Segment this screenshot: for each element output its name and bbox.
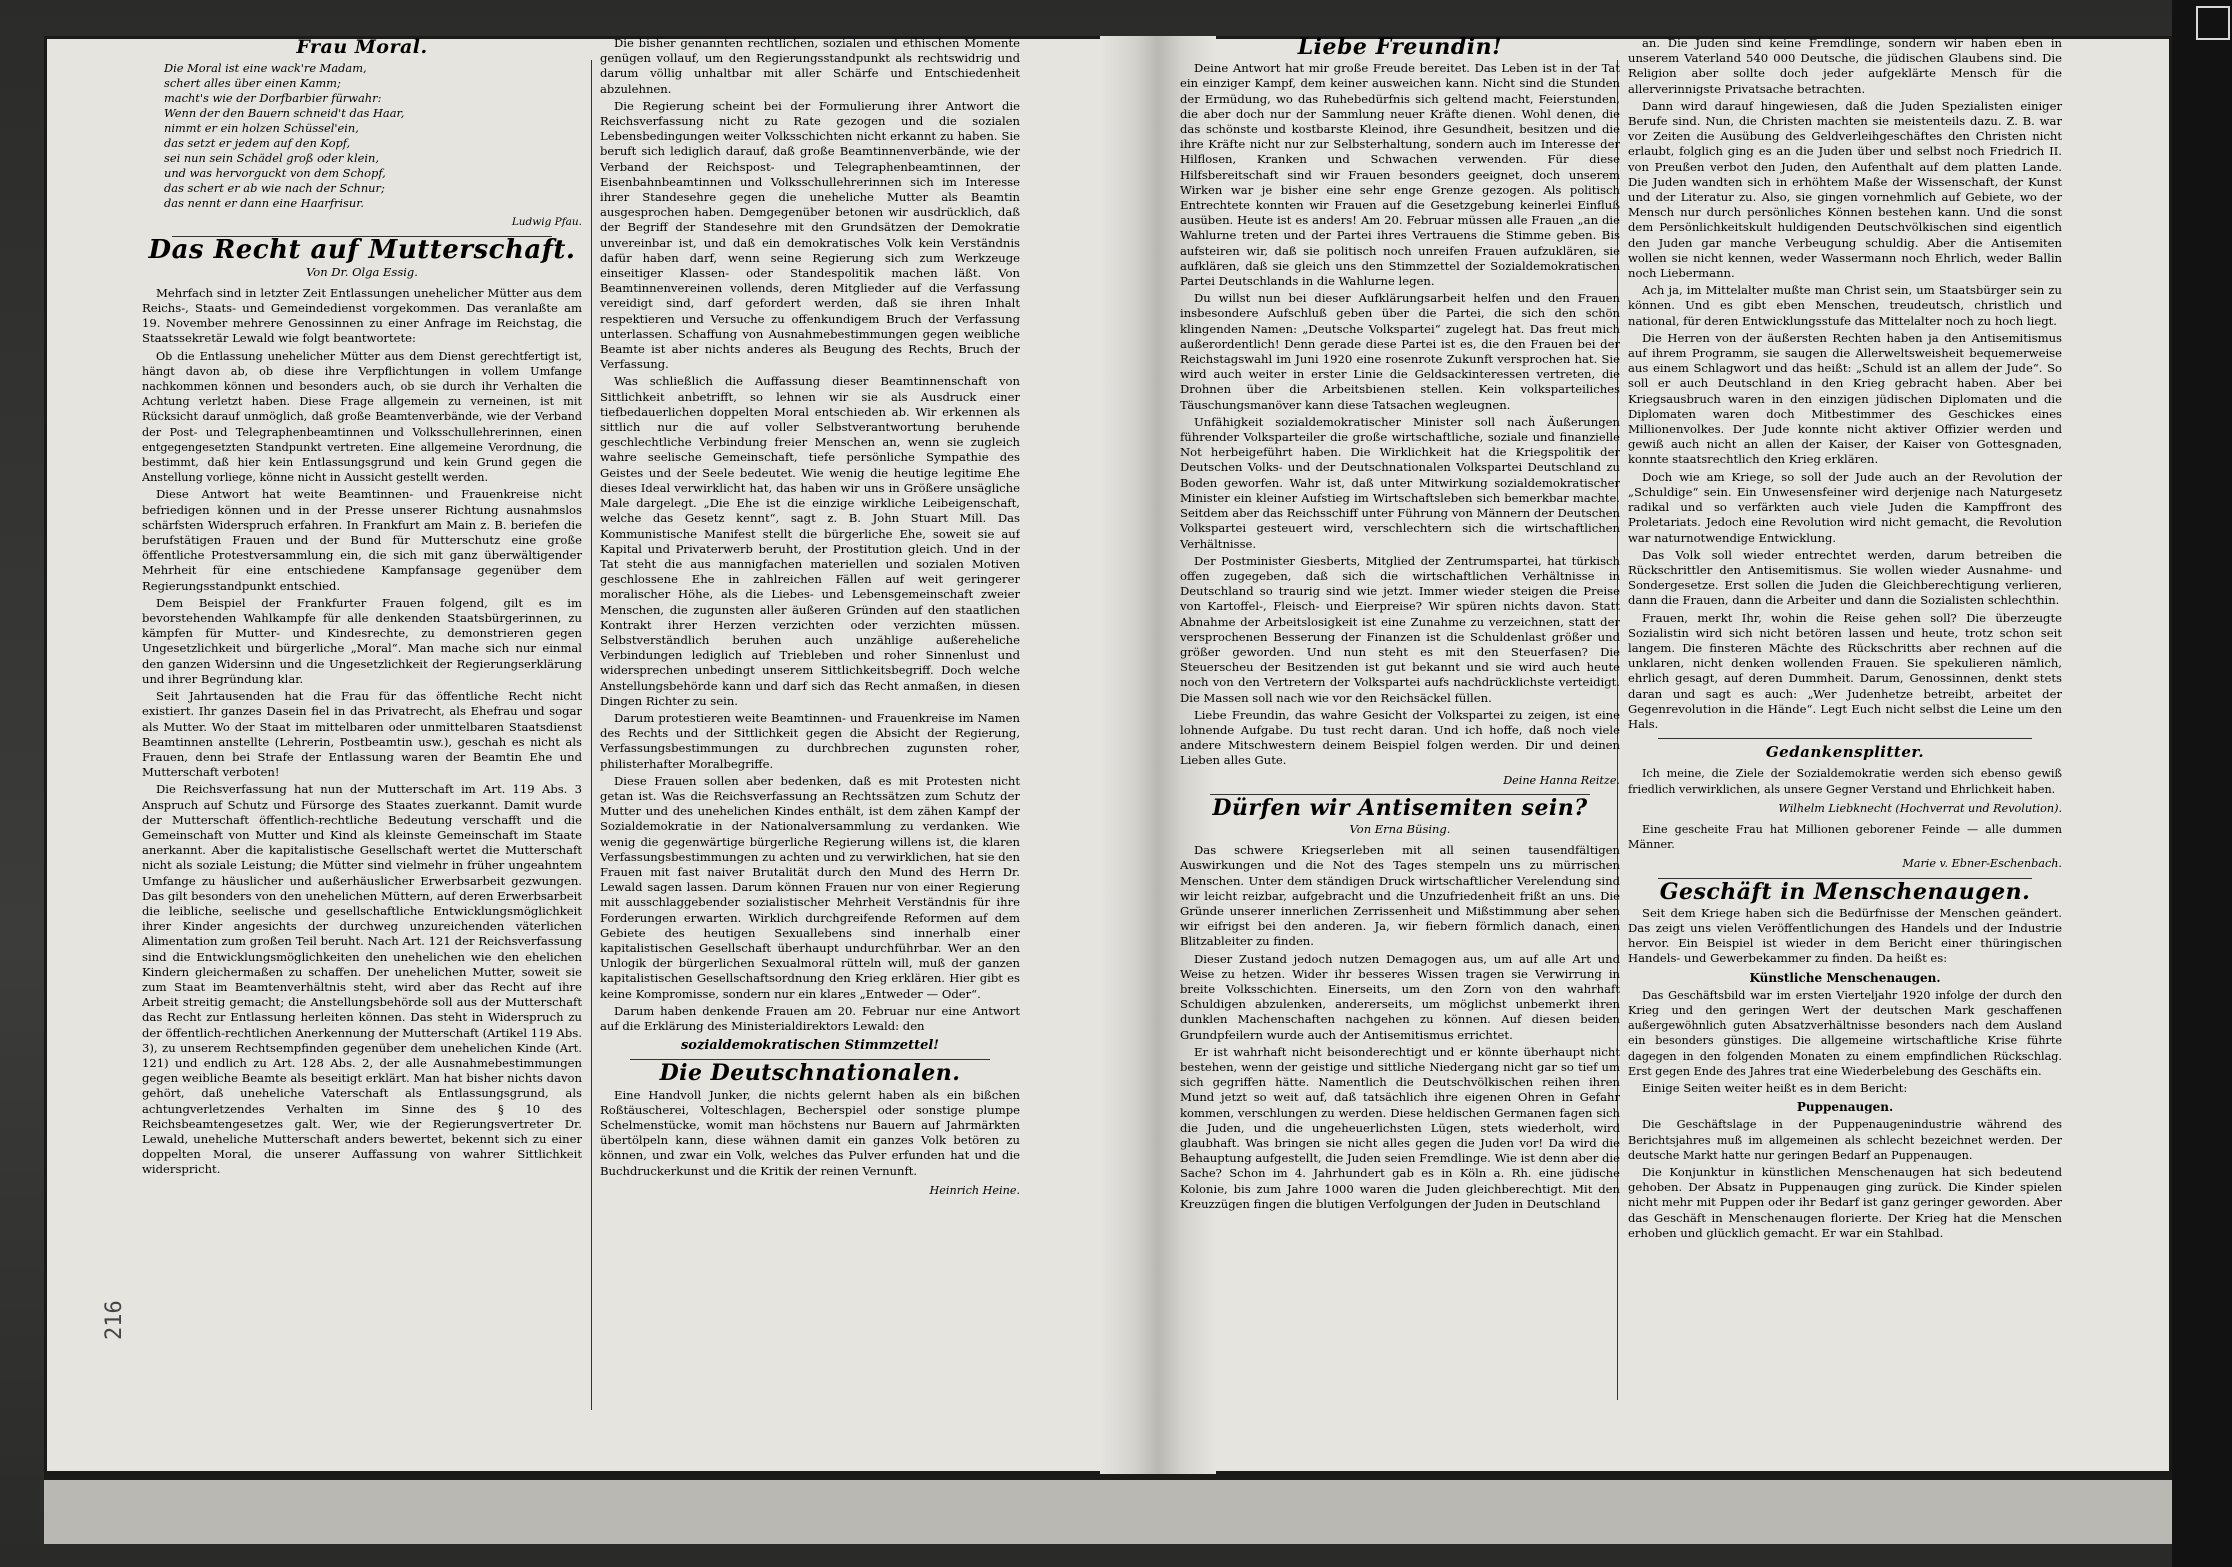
paragraph: Er ist wahrhaft nicht beisonderechtigt und er könnte überhaupt nicht bestehen, wenn der geistige und sittliche Niedergang nicht gar so tief um sich gegriffen hätte. Namentlich die Deutschvölkischen reihen ihren Mund jetzt so weit auf, daß tatsächlich ihre eigenen Ohren in Gefahr kommen, verschlungen zu werden. Diese heldischen Germanen fagen sich die Juden, und die ungeheuerlichsten Lügen, stets wiederholt, wird glaubhaft. Was bringen sie nicht alles gegen die Juden vor! Da wird die Behauptung aufgestellt, die Juden seien Fremdlinge. Wie ist denn aber die Sache? Schon im 4. Jahrhundert gab es in Köln a. Rh. eine jüdische Kolonie, bis zum Jahre 1000 waren die Juden gleichberechtigt. Mit den Kreuzzügen fingen die blutigen Verfolgungen der Juden in Deutschland xyxy=(1180,1044,1620,1211)
poem-line: das nennt er dann eine Haarfrisur. xyxy=(164,196,365,211)
section-title: Dürfen wir Antisemiten sein? xyxy=(1212,794,1588,821)
bottom-strip xyxy=(44,1474,2172,1544)
byline: Von Erna Büsing. xyxy=(1349,821,1451,836)
quote: Eine gescheite Frau hat Millionen geborener Feinde — alle dummen Männer. xyxy=(1628,822,2062,852)
paragraph: Seit dem Kriege haben sich die Bedürfnisse der Menschen geändert. Das zeigt uns vielen Veröffentlichungen des Handels und der Industrie hervor. Ein Beispiel ist wieder in dem Bericht einer thüringischen Handels- und Gewerbekammer zu finden. Da heißt es: xyxy=(1628,905,2062,966)
column-3 xyxy=(1180,36,1620,1436)
poem-line: Wenn der den Bauern schneid't das Haar, xyxy=(164,106,405,121)
quote-author: Marie v. Ebner-Eschenbach. xyxy=(1902,857,2062,871)
paragraph: Darum protestieren weite Beamtinnen- und Frauenkreise im Namen des Rechts und der Sittlichkeit gegen die Absicht der Regierung, Verfassungsbestimmungen zu durchbrechen zugunsten roher, philisterhafter Moralbegriffe. xyxy=(600,710,1020,771)
paragraph: Mehrfach sind in letzter Zeit Entlassungen unehelicher Mütter aus dem Reichs-, Staats- und Gemeindedienst vorgekommen. Das veranlaßte am 19. November mehrere Genossinnen zu einer Anfrage im Reichstag, die Staatssekretär Lewald wie folgt beantwortete: xyxy=(142,285,582,346)
paragraph: Diese Antwort hat weite Beamtinnen- und Frauenkreise nicht befriedigen können und in der Presse unserer Richtung ausnahmslos schärfsten Widerspruch erfahren. In Frankfurt am Main z. B. beriefen die berufstätigen Frauen und der Bund für Mutterschutz eine große öffentliche Protestversammlung ein, die sich mit ganz überwältigender Mehrheit für eine entschiedene Kampfansage gegenüber dem Regierungsstandpunkt entschied. xyxy=(142,487,582,593)
paragraph: Die Konjunktur in künstlichen Menschenaugen hat sich bedeutend gehoben. Der Absatz in Puppenaugen ging zurück. Die Kinder spielen nicht mehr mit Puppen oder ihr Bedarf ist ganz geringer geworden. Aber das Geschäft in Menschenaugen florierte. Der Krieg hat die Menschen erhoben und glücklich gemacht. Er war ein Stahlbad. xyxy=(1628,1165,2062,1240)
letter-signature: Deine Hanna Reitze. xyxy=(1503,773,1620,787)
poem-author: Ludwig Pfau. xyxy=(511,216,582,229)
section-title: Geschäft in Menschenaugen. xyxy=(1659,878,2031,905)
paragraph: Dieser Zustand jedoch nutzen Demagogen aus, um auf alle Art und Weise zu hetzen. Wider ihr besseres Wissen tragen sie Verwirrung in breite Volksschichten. Einerseits, um den Zorn von den wahrhaft Schuldigen abzulenken, andererseits, um möglichst unbemerkt ihren dunklen Machenschaften nachgehen zu können. Auf diesen beiden Grundpfeilern wurde auch der Antisemitismus errichtet. xyxy=(1180,951,1620,1042)
paragraph: Was schließlich die Auffassung dieser Beamtinnenschaft von Sittlichkeit anbetrifft, so lehnen wir sie als Ausdruck einer tiefbedauerlichen doppelten Moral entschieden ab. Wir erkennen als sittlich nur die auf voller Selbstverantwortung beruhende geschlechtliche Verbindung freier Menschen an, wenn sie zugleich wahre seelische Gemeinschaft, tiefe persönliche Sympathie des Geistes und der Seele bedeutet. Wie wenig die heutige legitime Ehe dieses Ideal verwirklicht hat, das haben wir uns in Größere unsägliche Male dargelegt. „Die Ehe ist die einzige wirkliche Leibeigenschaft, welche das Gesetz kennt“, sagt z. B. John Stuart Mill. Das Kommunistische Manifest stellt die bürgerliche Ehe, soweit sie auf Kapital und Privaterwerb beruht, der Prostitution gleich. Und in der Tat steht die aus mannigfachen materiellen und sozialen Motiven geschlossene Ehe in zahlreichen Fällen auf weit geringerer moralischer Höhe, als die Liebes- und Lebensgemeinschaft zweier Menschen, die zugunsten aller äußeren Gründen auf den staatlichen Kontrakt ihrer Herzen verzichten oder verzichten müssen. Selbstverständlich beruhen auch unzählige außereheliche Verbindungen lediglich auf Triebleben und roher Sinnenlust und widersprechen unbedingt unserem Sittlichkeitsbegriff. Doch welche Anstellungsbehörde kann und darf sich das Recht anmaßen, in diesen Dingen Richter zu sein. xyxy=(600,374,1020,708)
section-title: Die Deutschnationalen. xyxy=(659,1060,961,1087)
quote: Ich meine, die Ziele der Sozialdemokratie werden sich ebenso gewiß friedlich verwirklichen, als unsere Gegner Verstand und Ehrlichkeit haben. xyxy=(1628,767,2062,796)
column-rule xyxy=(591,60,592,1410)
poem-line: sei nun sein Schädel groß oder klein, xyxy=(164,151,379,166)
paragraph: Seit Jahrtausenden hat die Frau für das öffentliche Recht nicht existiert. Ihr ganzes Dasein fiel in das Privatrecht, als Ehefrau und sogar als Mutter. Wo der Staat im mittelbaren oder unmittelbaren Staatsdienst Beamtinnen anstellte (Lehrerin, Postbeamtin usw.), geschah es nicht als Frauen, denn bei Strafe der Entlassung waren der Beamtin Ehe und Mutterschaft verboten! xyxy=(142,689,582,780)
paragraph: Die Herren von der äußersten Rechten haben ja den Antisemitismus auf ihrem Programm, sie saugen die Allerweltsweisheit bequemerweise aus einem Schlagwort und das heißt: „Schuld ist an allem der Jude“. So soll er auch Deutschland in den Krieg gebracht haben. Aber bei Kriegsausbruch waren in den einzigen jüdischen Diplomaten und die Diplomaten waren doch Mitbestimmer des Geschickes eines Millionenvolkes. Der Jude konnte nicht aktiver Offizier werden und gewiß auch nicht an allen der Kaiser, der Kaiser von Gottesgnaden, konnte staatsrechtlich den Krieg erklären. xyxy=(1628,330,2062,467)
paragraph: Einige Seiten weiter heißt es in dem Bericht: xyxy=(1642,1081,1908,1095)
paragraph: Dem Beispiel der Frankfurter Frauen folgend, gilt es im bevorstehenden Wahlkampfe für alle denkenden Staatsbürgerinnen, zu kämpfen für Mutter- und Kindesrechte, zu demonstrieren gegen Ungesetzlichkeit und bürgerliche „Moral“. Man mache sich nur einmal den ganzen Widersinn und die Ungesetzlichkeit der Regierungserklärung und ihrer Begründung klar. xyxy=(142,595,582,686)
paragraph: Dann wird darauf hingewiesen, daß die Juden Spezialisten einiger Berufe sind. Nun, die Christen machten sie meistenteils dazu. Z. B. war vor Zeiten die Ausübung des Geldverleihgeschäftes den Christen nicht erlaubt, folglich ging es an die Juden über und selbst noch Friedrich II. von Preußen verbot den Juden, den Aufenthalt auf dem platten Lande. Die Juden wandten sich in erhöhtem Maße der Wissenschaft, der Kunst und der Literatur zu. Also, sie gingen vornehmlich auf Gebiete, wo der Mensch nur durch persönliches Können bestehen kann. Und die sonst dem Persönlichkeitskult huldigenden Deutschvölkischen sind eigentlich den Juden gar manche Verbeugung schuldig. Aber die Antisemiten wollen sie nicht kennen, weder Wassermann noch Ehrlich, weder Ballin noch Liebermann. xyxy=(1628,98,2062,281)
frame-corner-mark xyxy=(2196,6,2230,40)
paragraph: Ach ja, im Mittelalter mußte man Christ sein, um Staatsbürger sein zu können. Und es gibt eben Menschen, treudeutsch, christlich und national, für deren Entwicklungsstufe das Mittelalter noch zu hoch liegt. xyxy=(1628,283,2062,328)
paragraph: Die Geschäftslage in der Puppenaugenindustrie während des Berichtsjahres muß im allgemeinen als schlecht bezeichnet werden. Der deutsche Markt hatte nur geringen Bedarf an Puppenaugen. xyxy=(1628,1118,2062,1162)
paragraph: Der Postminister Giesberts, Mitglied der Zentrumspartei, hat türkisch offen zugegeben, daß sich die wirtschaftlichen Verhältnisse in Deutschland so traurig sind wie jetzt. Immer wieder steigen die Preise von Kartoffel-, Fleisch- und Eierpreise? Wir spüren nichts davon. Statt Abnahme der Arbeitslosigkeit ist eine Zunahme zu verzeichnen, statt der versprochenen Besserung der Finanzen ist die Schuldenlast größer und größer geworden. Und nun steht es mit den Steuerfasen? Die Steuerscheu der Besitzenden ist gut bekannt und sie wird auch heute noch von den Vertretern der Volkspartei aufs nachdrücklichste verteidigt. Die Massen soll nach wie vor den Reichsäckel füllen. xyxy=(1180,553,1620,705)
poem-line: und was hervorguckt von dem Schopf, xyxy=(164,166,386,181)
paragraph: Frauen, merkt Ihr, wohin die Reise gehen soll? Die überzeugte Sozialistin wird sich nicht betören lassen und heute, trotz schon seit langem. Die finsteren Mächte des Rückschritts aber rechnen auf die unklaren, nicht denken wollenden Frauen. Sie spekulieren nämlich, ehrlich gesagt, auf deren Dummheit. Darum, Genossinnen, denkt stets daran und sagt es auch: „Wer Judenhetze betreibt, arbeitet der Gegenrevolution in die Hände“. Legt Euch nicht selbst die Leine um den Hals. xyxy=(1628,610,2062,731)
column-2 xyxy=(600,36,1020,1436)
poem xyxy=(164,61,582,211)
paragraph: Eine Handvoll Junker, die nichts gelernt haben als ein bißchen Roßtäuscherei, Volteschlagen, Becherspiel oder sonstige plumpe Schelmenstücke, womit man höchstens nur Bauern auf Jahrmärkten übertölpeln kann, diese wähnen damit ein ganzes Volk betören zu können, und zwar ein Volk, welches das Pulver erfunden hat und die Buchdruckerkunst und die Kritik der reinen Vernunft. xyxy=(600,1087,1020,1178)
subheading: Künstliche Menschenaugen. xyxy=(1749,970,1941,985)
paragraph: Die Regierung scheint bei der Formulierung ihrer Antwort die Reichsverfassung nicht zu Rate gezogen und die sozialen Lebensbedingungen weiter Volksschichten nicht erkannt zu haben. Sie beruft sich lediglich darauf, daß große Beamtinnenverbände, wie der Verband der Reichspost- und Telegraphenbeamtinnen, der Eisenbahnbeamtinnen und Volksschullehrerinnen sich im Interesse ihrer Standesehre gegen die uneheliche Mutter als Beamtin ausgesprochen haben. Demgegenüber betonen wir ausdrücklich, daß der Begriff der Standesehre mit den Grundsätzen der Demokratie unvereinbar ist, und daß ein demokratisches Volk kein Verständnis dafür haben darf, wenn seine Regierung sich zum Werkzeuge einseitiger Klassen- oder Standespolitik machen läßt. Von Beamtinnenvereinen vollends, deren Mitglieder auf die Verfassung vereidigt sind, darf gefordert werden, daß sie ihren Inhalt respektieren und Versuche zu offenkundigem Bruch der Verfassung unterlassen. Schaffung von Ausnahmebestimmungen gegen weibliche Beamte ist aber nichts anderes als Beugung des Rechts, Bruch der Verfassung. xyxy=(600,98,1020,372)
paragraph: Das Geschäftsbild war im ersten Vierteljahr 1920 infolge der durch den Krieg und den geringen Wert der deutschen Mark geschaffenen außergewöhnlich guten Absatzverhältnisse besonders nach dem Ausland ein besonders günstiges. Die allgemeine wirtschaftliche Krise führte dagegen in den folgenden Monaten zu einem empfindlichen Rückschlag. Erst gegen Ende des Jahres trat eine Wiederbelebung des Geschäfts ein. xyxy=(1628,988,2062,1078)
column-1 xyxy=(142,36,582,1436)
poem-line: macht's wie der Dorfbarbier fürwahr: xyxy=(164,91,382,106)
paragraph: Das Volk soll wieder entrechtet werden, darum betreiben die Rückschrittler den Antisemitismus. Sie wollen wieder Ausnahme- und Sondergesetze. Erst sollen die Juden die Gleichberechtigung verlieren, dann die Frauen, dann die Arbeiter und dann die Sozialisten schlechthin. xyxy=(1628,547,2062,608)
paragraph: Diese Frauen sollen aber bedenken, daß es mit Protesten nicht getan ist. Was die Reichsverfassung an Rechtssätzen zum Schutz der Mutter und des unehelichen Kindes enthält, ist dem zähen Kampf der Sozialdemokratie in der Nationalversammlung zu verdanken. Wie wenig die gegenwärtige bürgerliche Regierung willens ist, die klaren Verfassungsbestimmungen zu achten und zu verwirklichen, hat sie den Frauen mit fast naiver Brutalität durch den Mund des Herrn Dr. Lewald sagen lassen. Darum können Frauen nur von einer Regierung mit ausschlaggebender sozialistischer Mehrheit Verständnis für ihre Forderungen erwarten. Wirklich durchgreifende Reformen auf dem Gebiete des heutigen Sexuallebens sind innerhalb einer kapitalistischen Gesellschaft überhaupt undurchführbar. Wer an den Unlogik der bürgerlichen Sexualmoral rütteln will, muß der ganzen kapitalistischen Gesellschaftsordnung den Krieg erklären. Hier gibt es keine Kompromisse, sondern nur ein klares „Entweder — Oder“. xyxy=(600,773,1020,1001)
quote-author: Heinrich Heine. xyxy=(929,1183,1020,1197)
poem-line: das schert er ab wie nach der Schnur; xyxy=(164,181,385,196)
paragraph: Ob die Entlassung unehelicher Mütter aus dem Dienst gerechtfertigt ist, hängt davon ab, ob diese ihre Verpflichtungen in vollem Umfange nachkommen können und besonders auch, ob sie durch ihr Verhalten die Achtung verletzt haben. Diese Frage allgemein zu verneinen, ist mit Rücksicht darauf unmöglich, daß große Beamtenverbände, wie der Verband der Post- und Telegraphenbeamtinnen und Volksschullehrerinnen, einen entgegengesetzten Standpunkt vertreten. Eine allgemeine Verordnung, die bestimmt, daß hier kein Entlassungsgrund und kein Grund gegen die Anstellung vorliege, könne nicht in Aussicht gestellt werden. xyxy=(142,349,582,485)
paragraph: Unfähigkeit sozialdemokratischer Minister soll nach Äußerungen führender Volksparteiler die große wirtschaftliche, soziale und finanzielle Not herbeigeführt haben. Die Wirklichkeit hat die Kriegspolitik der Deutschen Volks- und der Deutschnationalen Volkspartei Deutschland zu Boden geworfen. Wahr ist, daß unter Mitwirkung sozialdemokratischer Minister ein kleiner Aufstieg im Wirtschaftsleben sich bemerkbar machte. Seitdem aber das Reichsschiff unter Führung von Männern der Deutschen Volkspartei gesteuert wird, verschlechtern sich die wirtschaftlichen Verhältnisse. xyxy=(1180,414,1620,551)
stimmzettel-callout: sozialdemokratischen Stimmzettel! xyxy=(680,1038,940,1054)
article-title: Das Recht auf Mutterschaft. xyxy=(148,235,576,266)
paragraph: Deine Antwort hat mir große Freude bereitet. Das Leben ist in der Tat ein einziger Kampf, dem keiner ausweichen kann. Nicht sind die Stunden der Ermüdung, wo das Ruhebedürfnis sich geltend macht, Feierstunden, die aber doch nur der Sammlung neuer Kräfte dienen. Wohl denen, die das schönste und kostbarste Kleinod, ihre Gesundheit, besitzen und die ihre Kräfte nicht nur zur Selbsterhaltung, sondern auch im Interesse der Hilflosen, Kranken und Schwachen verwenden. Für diese Hilfsbereitschaft sind wir Frauen besonders geeignet, doch unserem Wirken war je bisher eine sehr enge Grenze gezogen. Als politisch Entrechtete konnten wir Frauen auf die Gesetzgebung keinerlei Einfluß ausüben. Heute ist es anders! Am 20. Februar müssen alle Frauen „an die Wahlurne treten und der Partei ihres Vertrauens die Stimme geben. Bis aufsteiren wir, daß sie politisch noch unreifen Frauen aufzuklären, sie aufklären, daß sie gleich uns den Stimmzettel der Sozialdemokratischen Partei Deutschlands in die Wahlurne legen. xyxy=(1180,61,1620,289)
paragraph: Das schwere Kriegserleben mit all seinen tausendfältigen Auswirkungen und die Not des Tages stempeln uns zu mürrischen Menschen. Unter dem ständigen Druck wirtschaftlicher Verelendung sind wir leicht reizbar, aufgebracht und die Unzufriedenheit frißt an uns. Die Gründe unserer innerlichen Zerrissenheit und Mißstimmung aber sehen wir eifrigst bei den anderen. Ja, wir fiebern förmlich danach, einen Blitzableiter zu finden. xyxy=(1180,843,1620,949)
poem-line: nimmt er ein holzen Schüssel'ein, xyxy=(164,121,359,136)
paragraph: Die bisher genannten rechtlichen, sozialen und ethischen Momente genügen vollauf, um den Regierungsstandpunkt als rechtswidrig und darum völlig unhaltbar mit aller Schärfe und Entschiedenheit abzulehnen. xyxy=(600,36,1020,96)
byline: Von Dr. Olga Essig. xyxy=(306,264,418,279)
poem-line: Die Moral ist eine wack're Madam, xyxy=(164,61,367,76)
paragraph: Doch wie am Kriege, so soll der Jude auch an der Revolution der „Schuldige“ sein. Ein Unwesensfeiner wird derjenige nach Naturgesetz radikal und so verfärkten auch viele Juden die Kampffront des Proletariats. Jedoch eine Revolution wird nicht gemacht, die Revolution war naturnotwendige Entwicklung. xyxy=(1628,469,2062,545)
subheading: Puppenaugen. xyxy=(1796,1100,1894,1115)
paragraph: Die Reichsverfassung hat nun der Mutterschaft im Art. 119 Abs. 3 Anspruch auf Schutz und Fürsorge des Staates zuerkannt. Damit wurde der Mutterschaft öffentlich-rechtliche Bedeutung verschafft und die Gemeinschaft von Mutter und Kind als kleinste Gemeinschaft im Staate anerkannt. Aber die kapitalistische Gesellschaft wertet die Mutterschaft nicht als soziale Leistung; die Mütter sind vielmehr in früher ungeahntem Umfange zu häuslicher und außerhäuslicher Erwerbsarbeit gezwungen. Das gilt besonders von den unehelichen Müttern, auf deren Erwerbsarbeit die leibliche, seelische und gesellschaftliche Entwicklungsmöglichkeit ihrer Kinder angesichts der durchweg unzureichenden väterlichen Alimentation zum großen Teil beruht. Nach Art. 121 der Reichsverfassung sind die Entwicklungsmöglichkeiten den unehelichen wie den ehelichen Kindern gleichermaßen zu schaffen. Der unehelichen Mutter, soweit sie zum Staat im Beamtenverhältnis steht, wird aber das Recht auf ihre Arbeit streitig gemacht; die Anstellungsbehörde soll aus der Mutterschaft das Recht zur Entlassung herleiten können. Das steht in Widerspruch zu der öffentlich-rechtlichen Anerkennung der Mutterschaft (Artikel 119 Abs. 3), zu unserem Rechtsempfinden gegenüber dem unehelichen Kinde (Art. 121) und endlich zu Art. 128 Abs. 2, der alle Ausnahmebestimmungen gegen weibliche Beamte als beseitigt erklärt. Man hat bisher nichts davon gehört, daß uneheliche Vaterschaft als Entlassungsgrund, als achtungverletzendes Verhalten im Sinne des § 10 des Reichsbeamtengesetzes galt. Wer, wie der Regierungsvertreter Dr. Lewald, uneheliche Mutterschaft anders bewertet, bekennt sich zu einer doppelten Moral, die unserer Auffassung von wahrer Sittlichkeit widerspricht. xyxy=(142,782,582,1177)
column-4 xyxy=(1628,36,2062,1436)
paragraph: Liebe Freundin, das wahre Gesicht der Volkspartei zu zeigen, ist eine lohnende Aufgabe. Du tust recht daran. Und ich hoffe, daß noch viele andere Mitschwestern deinem Beispiel folgen werden. Dir und deinen Lieben alles Gute. xyxy=(1180,707,1620,768)
poem-line: das setzt er jedem auf den Kopf, xyxy=(164,136,351,151)
film-edge xyxy=(2172,0,2232,1567)
section-title: Gedankensplitter. xyxy=(1765,743,1925,762)
section-divider xyxy=(1658,738,2032,739)
paragraph: an. Die Juden sind keine Fremdlinge, sondern wir haben eben in unserem Vaterland 540 000 Deutsche, die jüdischen Glaubens sind. Die Religion aber sollte doch jeder aufgeklärte Mensch für die allerverinnigste Privatsache betrachten. xyxy=(1628,36,2062,96)
page-number: 216 xyxy=(102,1300,127,1340)
quote-author: Wilhelm Liebknecht (Hochverrat und Revolution). xyxy=(1778,801,2062,815)
poem-title: Frau Moral. xyxy=(296,36,428,58)
paragraph: Darum haben denkende Frauen am 20. Februar nur eine Antwort auf die Erklärung des Ministerialdirektors Lewald: den xyxy=(600,1003,1020,1033)
paragraph: Du willst nun bei dieser Aufklärungsarbeit helfen und den Frauen insbesondere Aufschluß geben über die Partei, die sich den schön klingenden Namen: „Deutsche Volkspartei“ zugelegt hat. Das freut mich außerordentlich! Denn gerade diese Partei ist es, die den Frauen bei der Reichstagswahl im Juni 1920 eine rosenrote Zukunft versprochen hat. Sie wird auch weiter in erster Linie die Geldsackinteressen vertreten, die Drohnen über die Arbeitsbienen stellen. Kein volksparteiliches Täuschungsmanöver kann diese Tatsachen wegleugnen. xyxy=(1180,291,1620,412)
letter-title: Liebe Freundin! xyxy=(1297,36,1503,60)
poem-line: schert alles über einen Kamm; xyxy=(164,76,341,91)
